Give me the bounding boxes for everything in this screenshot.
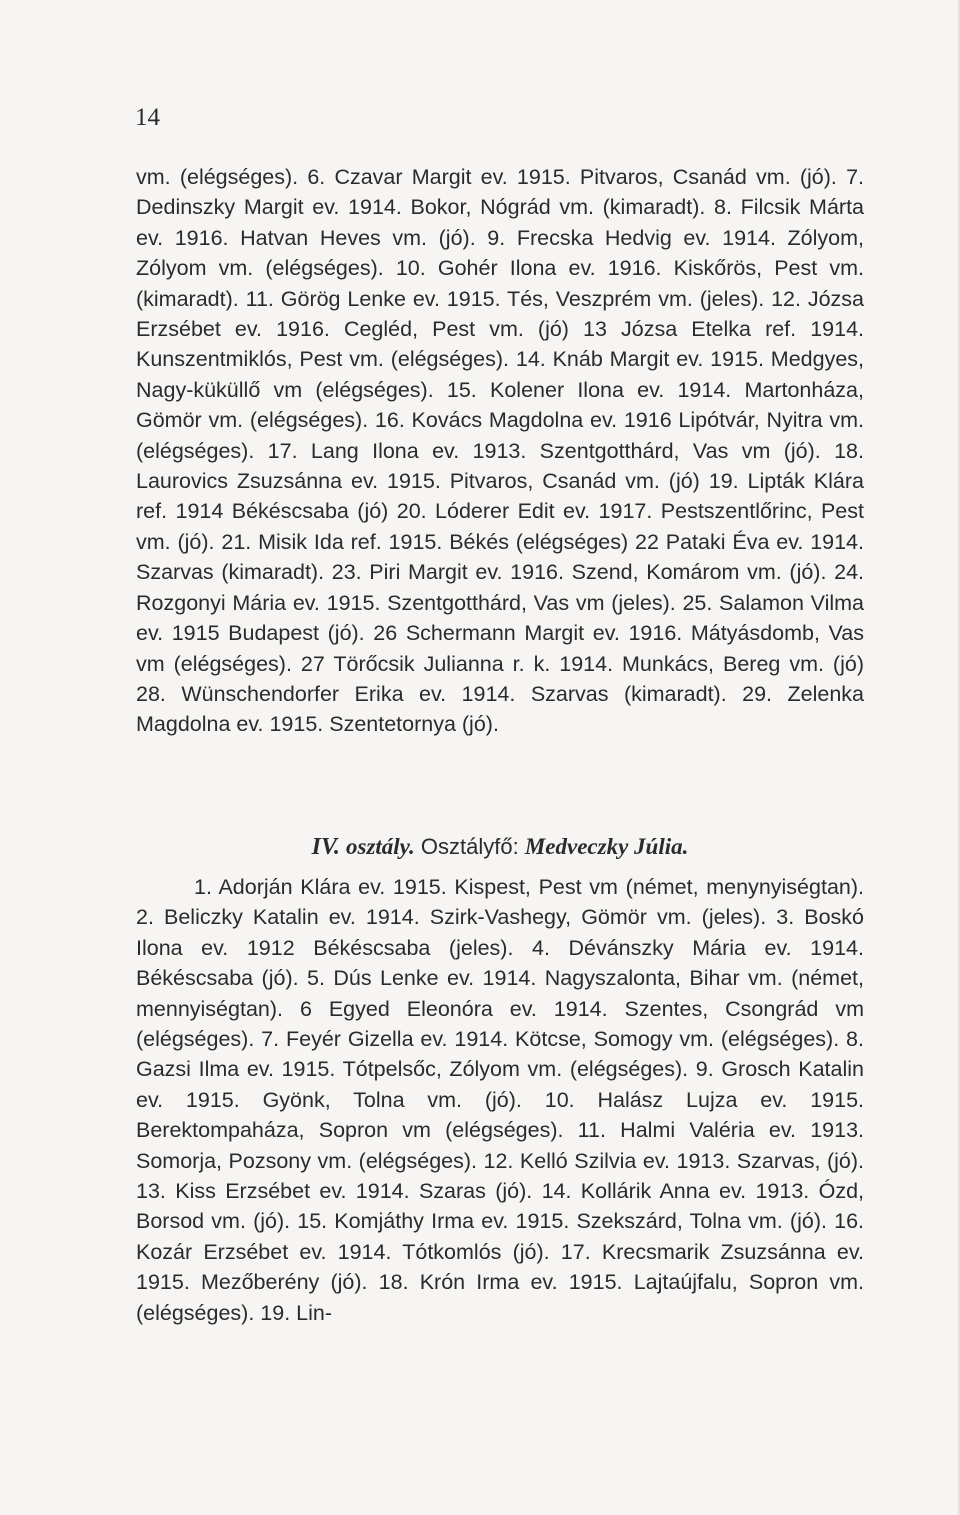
paragraph-class-iv-list: 1. Adorján Klára ev. 1915. Kispest, Pest vm (német, menynyiségtan). 2. Beliczky Katalin ev. 1914. Szirk-Vashegy, Gömör vm. (jeles). 3. Boskó Ilona ev. 1912 Békéscsaba (jeles). 4. Dévánszky Mária ev. 1914. Békéscsaba (jó). 5. Dús Lenke ev. 1914. Nagyszalonta, Bihar vm. (német, mennyiségtan). 6 Egyed Eleonóra ev. 1914. Szentes, Csongrád vm (elégséges). 7. Feyér Gizella ev. 1914. Kötcse, Somogy vm. (elégséges). 8. Gazsi Ilma ev. 1915. Tótpelsőc, Zólyom vm. (elégséges). 9. Grosch Katalin ev. 1915. Gyönk, Tolna vm. (jó). 10. Halász Lujza ev. 1915. Berektompaháza, Sopron vm (elégséges). 11. Halmi Valéria ev. 1913. Somorja, Pozsony vm. (elégséges). 12. Kelló Szilvia ev. 1913. Szarvas, (jó). 13. Kiss Erzsébet ev. 1914. Szaras (jó). 14. Kollárik Anna ev. 1913. Ózd, Borsod vm. (jó). 15. Komjáthy Irma ev. 1915. Szekszárd, Tolna vm. (jó). 16. Kozár Erzsébet ev. 1914. Tótkomlós (jó). 17. Krecsmarik Zsuzsánna ev. 1915. Mezőberény (jó). 18. Krón Irma ev. 1915. Lajtaújfalu, Sopron vm. (elégséges). 19. Lin- <box>136 875 864 1325</box>
section-heading <box>136 832 864 862</box>
heading-label: Osztályfő: <box>420 834 519 859</box>
heading-class-word: osztály. <box>346 834 415 859</box>
page-number: 14 <box>135 104 160 131</box>
paragraph-continued-list: vm. (elégséges). 6. Czavar Margit ev. 1915. Pitvaros, Csanád vm. (jó). 7. Dedinszky Margit ev. 1914. Bokor, Nógrád vm. (kimaradt). 8. Filcsik Márta ev. 1916. Hatvan Heves vm. (jó). 9. Frecska Hedvig ev. 1914. Zólyom, Zólyom vm. (elégséges). 10. Gohér Ilona ev. 1916. Kiskőrös, Pest vm. (kimaradt). 11. Görög Lenke ev. 1915. Tés, Veszprém vm. (jeles). 12. Józsa Erzsébet ev. 1916. Cegléd, Pest vm. (jó) 13 Józsa Etelka ref. 1914. Kunszentmiklós, Pest vm. (elégséges). 14. Knáb Margit ev. 1915. Medgyes, Nagy-küküllő vm (elégséges). 15. Kolener Ilona ev. 1914. Martonháza, Gömör vm. (elégséges). 16. Kovács Magdolna ev. 1916 Lipótvár, Nyitra vm. (elégséges). 17. Lang Ilona ev. 1913. Szentgotthárd, Vas vm (jó). 18. Laurovics Zsuzsánna ev. 1915. Pitvaros, Csanád vm. (jó) 19. Lipták Klára ref. 1914 Békéscsaba (jó) 20. Lóderer Edit ev. 1917. Pestszentlőrinc, Pest vm. (jó). 21. Misik Ida ref. 1915. Békés (elégséges) 22 Pataki Éva ev. 1914. Szarvas (kimaradt). 23. Piri Margit ev. 1916. Szend, Komárom vm. (jó). 24. Rozgonyi Mária ev. 1915. Szentgotthárd, Vas vm (jeles). 25. Salamon Vilma ev. 1915 Budapest (jó). 26 Schermann Margit ev. 1916. Mátyásdomb, Vas vm (elégséges). 27 Törőcsik Julianna r. k. 1914. Munkács, Bereg vm. (jó) 28. Wünschendorfer Erika ev. 1914. Szarvas (kimaradt). 29. Zelenka Magdolna ev. 1915. Szentetornya (jó). <box>136 165 864 737</box>
heading-teacher-name: Medveczky Júlia. <box>524 834 689 859</box>
heading-number: IV. <box>311 834 340 860</box>
